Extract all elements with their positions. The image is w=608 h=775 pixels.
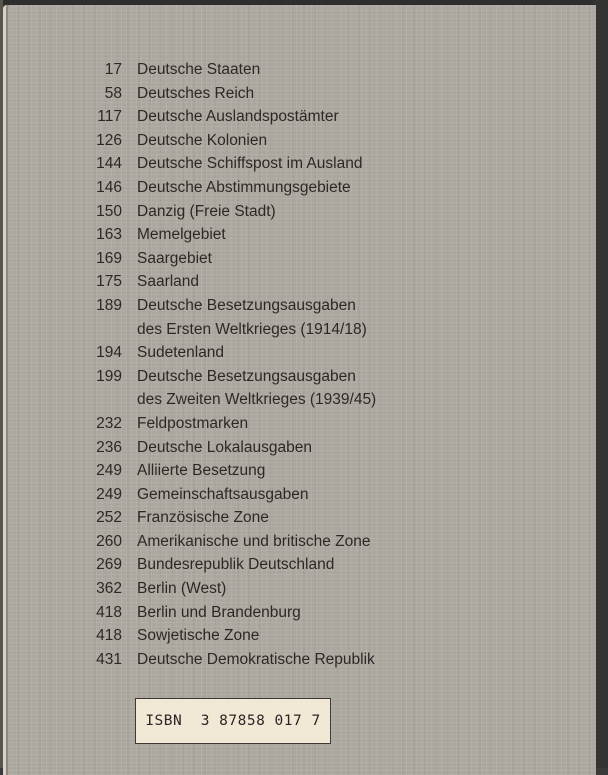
toc-page-number: 252 bbox=[96, 509, 122, 527]
toc-title: Saargebiet bbox=[137, 249, 212, 267]
toc-title: Deutsche Abstimmungsgebiete bbox=[137, 178, 351, 196]
toc-entry bbox=[80, 412, 480, 436]
toc-page-number: 163 bbox=[96, 226, 122, 244]
toc-title: Deutsche Kolonien bbox=[137, 131, 268, 149]
toc-title: Deutsche Auslandspostämter bbox=[137, 108, 339, 126]
toc-page-number: 126 bbox=[96, 131, 122, 149]
toc-title: Sudetenland bbox=[137, 344, 225, 362]
toc-title: Memelgebiet bbox=[137, 226, 226, 244]
isbn-label: ISBN 3 87858 017 7 bbox=[135, 698, 331, 744]
toc-title: Deutsche Besetzungsausgaben bbox=[137, 367, 356, 385]
toc-page-number: 418 bbox=[96, 603, 122, 621]
toc-entry bbox=[80, 247, 480, 271]
toc-entry-continuation bbox=[80, 388, 480, 412]
toc-entry bbox=[80, 601, 480, 625]
toc-title: Saarland bbox=[137, 273, 200, 291]
toc-entry bbox=[80, 152, 480, 176]
toc-title: Bundesrepublik Deutschland bbox=[137, 556, 335, 574]
toc-title: Deutsche Besetzungsausgaben bbox=[137, 296, 356, 314]
toc-page-number: 431 bbox=[96, 650, 122, 668]
toc-entry bbox=[80, 530, 480, 554]
toc-page-number: 58 bbox=[104, 84, 122, 102]
toc-entry bbox=[80, 223, 480, 247]
toc-page-number: 418 bbox=[96, 627, 122, 645]
toc-entry bbox=[80, 176, 480, 200]
toc-page-number: 269 bbox=[96, 556, 122, 574]
toc-title: Deutsches Reich bbox=[137, 84, 255, 102]
toc-page-number: 249 bbox=[96, 462, 122, 480]
toc-page-number: 362 bbox=[96, 580, 122, 598]
toc-title: Berlin und Brandenburg bbox=[137, 603, 301, 621]
toc-title: Alliierte Besetzung bbox=[137, 462, 266, 480]
toc-entry bbox=[80, 58, 480, 82]
toc-page-number: 260 bbox=[96, 532, 122, 550]
toc-page-number: 194 bbox=[96, 344, 122, 362]
toc-entry-continuation bbox=[80, 318, 480, 342]
toc-entry bbox=[80, 553, 480, 577]
toc-page-number: 189 bbox=[96, 296, 122, 314]
toc-page-number: 175 bbox=[96, 273, 122, 291]
toc-entry bbox=[80, 270, 480, 294]
toc-title: Sowjetische Zone bbox=[137, 627, 260, 645]
toc-entry bbox=[80, 82, 480, 106]
toc-title: Berlin (West) bbox=[137, 580, 227, 598]
toc-entry bbox=[80, 648, 480, 672]
toc-page-number: 17 bbox=[104, 61, 122, 78]
toc-entry bbox=[80, 294, 480, 318]
toc-page-number: 169 bbox=[96, 249, 122, 267]
toc-title: Deutsche Lokalausgaben bbox=[137, 438, 312, 456]
toc-title: Amerikanische und britische Zone bbox=[137, 532, 371, 550]
toc-page-number: 236 bbox=[96, 438, 122, 456]
toc-title: Feldpostmarken bbox=[137, 414, 249, 432]
toc-entry bbox=[80, 365, 480, 389]
toc-title-continuation: des Ersten Weltkrieges (1914/18) bbox=[137, 320, 367, 338]
toc-page-number: 146 bbox=[96, 178, 122, 196]
toc-entry bbox=[80, 624, 480, 648]
toc-page-number: 199 bbox=[96, 367, 122, 385]
toc-entry bbox=[80, 341, 480, 365]
toc-title-continuation: des Zweiten Weltkrieges (1939/45) bbox=[137, 391, 377, 409]
toc-page-number: 232 bbox=[96, 414, 122, 432]
toc-entry bbox=[80, 483, 480, 507]
toc-entry bbox=[80, 577, 480, 601]
toc-page-number: 117 bbox=[97, 108, 122, 126]
toc-entry bbox=[80, 436, 480, 460]
toc-page-number: 150 bbox=[96, 202, 122, 220]
toc-page-number: 144 bbox=[96, 155, 122, 173]
toc-entry bbox=[80, 129, 480, 153]
toc-title: Französische Zone bbox=[137, 509, 269, 527]
toc-entry bbox=[80, 105, 480, 129]
toc-entry bbox=[80, 200, 480, 224]
toc-title: Deutsche Demokratische Republik bbox=[137, 650, 375, 668]
toc-title: Deutsche Staaten bbox=[137, 61, 261, 78]
toc-entry bbox=[80, 506, 480, 530]
toc-title: Gemeinschaftsausgaben bbox=[137, 485, 309, 503]
table-of-contents bbox=[80, 58, 480, 671]
toc-title: Danzig (Freie Stadt) bbox=[137, 202, 276, 220]
toc-entry bbox=[80, 459, 480, 483]
toc-page-number: 249 bbox=[96, 485, 122, 503]
toc-title: Deutsche Schiffspost im Ausland bbox=[137, 155, 363, 173]
